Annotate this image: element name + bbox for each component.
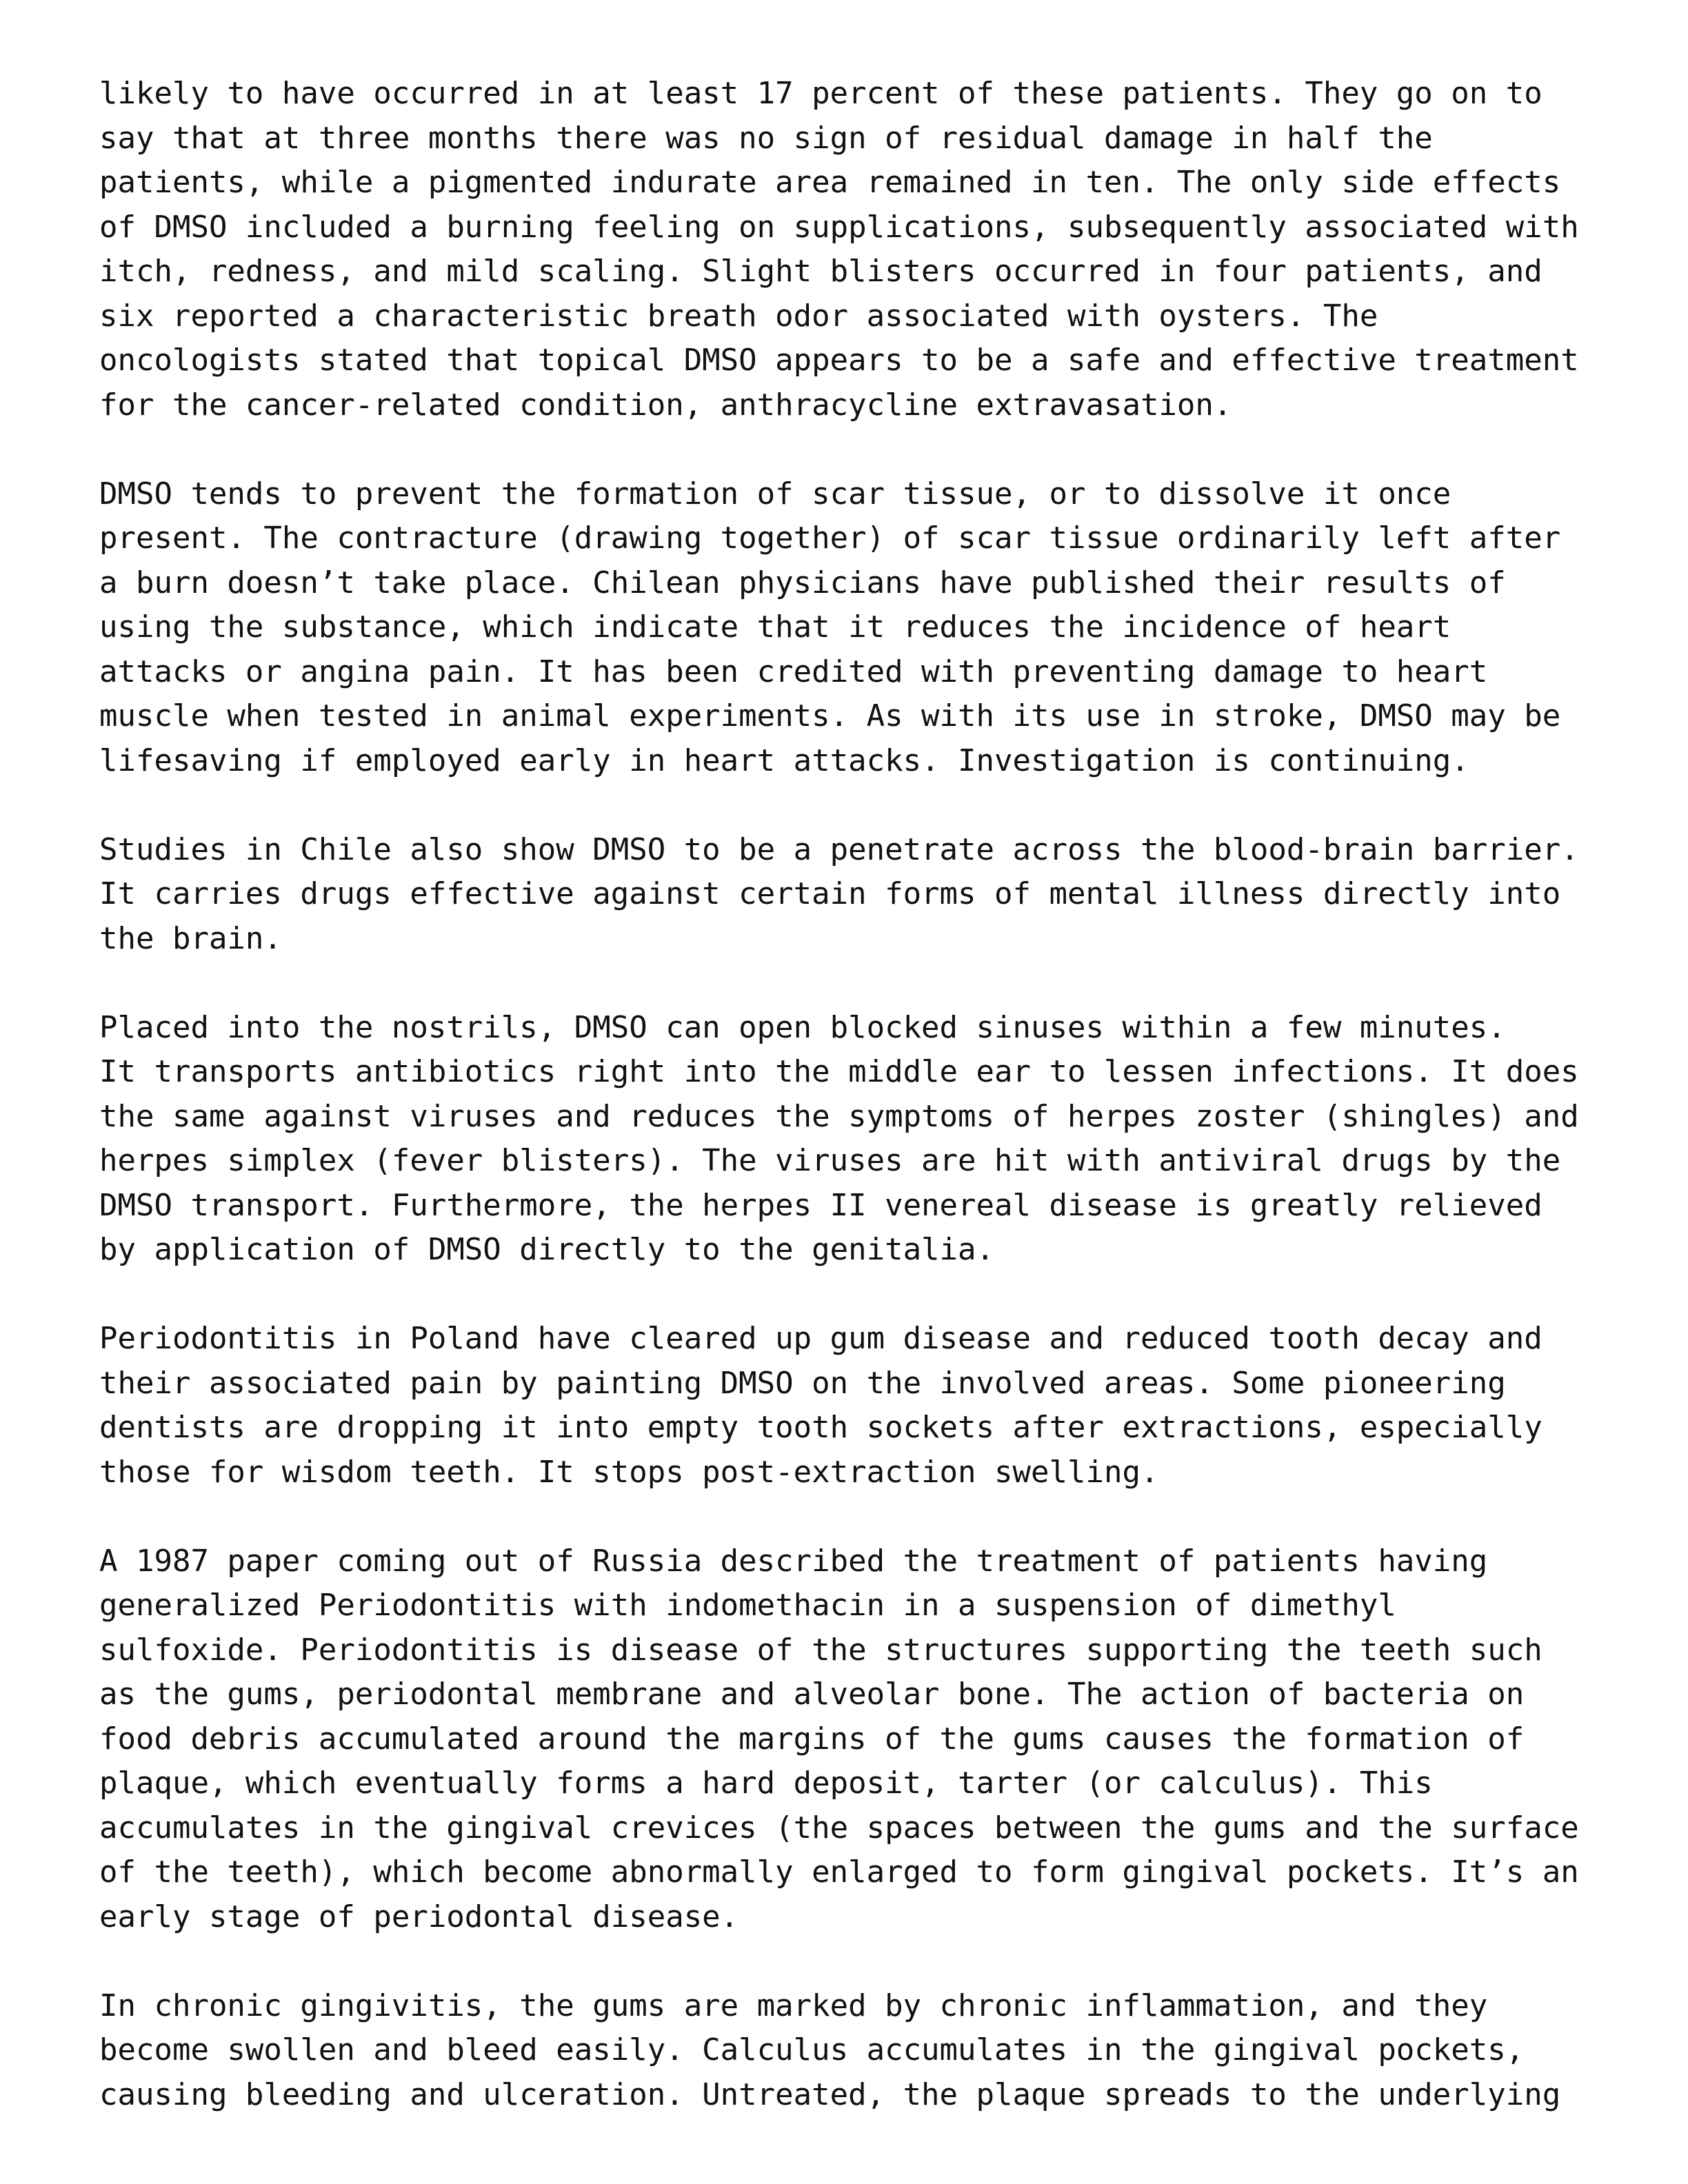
paragraph-7 xyxy=(99,1984,1616,2118)
paragraph-2 xyxy=(99,472,1616,784)
text-line: by application of DMSO directly to the genitalia. xyxy=(99,1232,995,1267)
text-line: as the gums, periodontal membrane and alveolar bone. The action of bacteria on xyxy=(99,1677,1525,1712)
text-line: itch, redness, and mild scaling. Slight blisters occurred in four patients, and xyxy=(99,254,1543,289)
text-line: Placed into the nostrils, DMSO can open blocked sinuses within a few minutes. xyxy=(99,1009,1506,1045)
text-line: attacks or angina pain. It has been credited with preventing damage to heart xyxy=(99,654,1488,689)
text-line: DMSO transport. Furthermore, the herpes II venereal disease is greatly relieved xyxy=(99,1187,1543,1223)
text-line: for the cancer-related condition, anthracycline extravasation. xyxy=(99,387,1232,423)
text-line: lifesaving if employed early in heart attacks. Investigation is continuing. xyxy=(99,742,1469,778)
paragraph-6 xyxy=(99,1539,1616,1940)
text-line: generalized Periodontitis with indomethacin in a suspension of dimethyl xyxy=(99,1588,1396,1623)
paragraph-3 xyxy=(99,828,1616,962)
text-line: present. The contracture (drawing together) of scar tissue ordinarily left after xyxy=(99,520,1561,556)
text-line: the brain. xyxy=(99,920,282,956)
text-line: the same against viruses and reduces the symptoms of herpes zoster (shingles) and xyxy=(99,1098,1579,1134)
text-line: accumulates in the gingival crevices (the spaces between the gums and the surface xyxy=(99,1810,1579,1846)
text-line: A 1987 paper coming out of Russia described the treatment of patients having xyxy=(99,1543,1488,1579)
text-line: herpes simplex (fever blisters). The viruses are hit with antiviral drugs by the xyxy=(99,1143,1561,1178)
paragraph-4 xyxy=(99,1006,1616,1273)
text-line: DMSO tends to prevent the formation of scar tissue, or to dissolve it once xyxy=(99,476,1451,512)
text-line: likely to have occurred in at least 17 percent of these patients. They go on to xyxy=(99,76,1543,111)
text-line: Studies in Chile also show DMSO to be a penetrate across the blood-brain barrier. xyxy=(99,831,1579,867)
text-line: a burn doesn’t take place. Chilean physicians have published their results of xyxy=(99,565,1506,600)
text-line: muscle when tested in animal experiments. As with its use in stroke, DMSO may be xyxy=(99,698,1561,734)
text-line: of the teeth), which become abnormally enlarged to form gingival pockets. It’s an xyxy=(99,1854,1579,1890)
text-line: causing bleeding and ulceration. Untreated, the plaque spreads to the underlying xyxy=(99,2076,1561,2112)
text-line: dentists are dropping it into empty tooth sockets after extractions, especially xyxy=(99,1410,1543,1445)
text-line: those for wisdom teeth. It stops post-extraction swelling. xyxy=(99,1454,1159,1490)
text-line: early stage of periodontal disease. xyxy=(99,1899,739,1934)
text-line: plaque, which eventually forms a hard deposit, tarter (or calculus). This xyxy=(99,1766,1433,1801)
document-page xyxy=(99,72,1616,2162)
text-line: sulfoxide. Periodontitis is disease of the structures supporting the teeth such xyxy=(99,1632,1543,1668)
text-line: It carries drugs effective against certain forms of mental illness directly into xyxy=(99,876,1561,911)
paragraph-5 xyxy=(99,1317,1616,1495)
text-line: Periodontitis in Poland have cleared up gum disease and reduced tooth decay and xyxy=(99,1321,1543,1356)
text-line: patients, while a pigmented indurate area remained in ten. The only side effects xyxy=(99,165,1561,200)
text-line: of DMSO included a burning feeling on supplications, subsequently associated with xyxy=(99,209,1579,245)
paragraph-1 xyxy=(99,72,1616,427)
text-line: using the substance, which indicate that it reduces the incidence of heart xyxy=(99,609,1451,645)
text-line: become swollen and bleed easily. Calculus accumulates in the gingival pockets, xyxy=(99,2032,1525,2067)
text-line: their associated pain by painting DMSO on the involved areas. Some pioneering xyxy=(99,1365,1506,1401)
text-line: say that at three months there was no sign of residual damage in half the xyxy=(99,120,1433,156)
text-line: oncologists stated that topical DMSO appears to be a safe and effective treatment xyxy=(99,343,1579,378)
text-line: It transports antibiotics right into the middle ear to lessen infections. It does xyxy=(99,1054,1579,1089)
text-line: In chronic gingivitis, the gums are marked by chronic inflammation, and they xyxy=(99,1988,1488,2023)
text-line: food debris accumulated around the margins of the gums causes the formation of xyxy=(99,1721,1525,1757)
text-line: six reported a characteristic breath odor associated with oysters. The xyxy=(99,298,1378,334)
